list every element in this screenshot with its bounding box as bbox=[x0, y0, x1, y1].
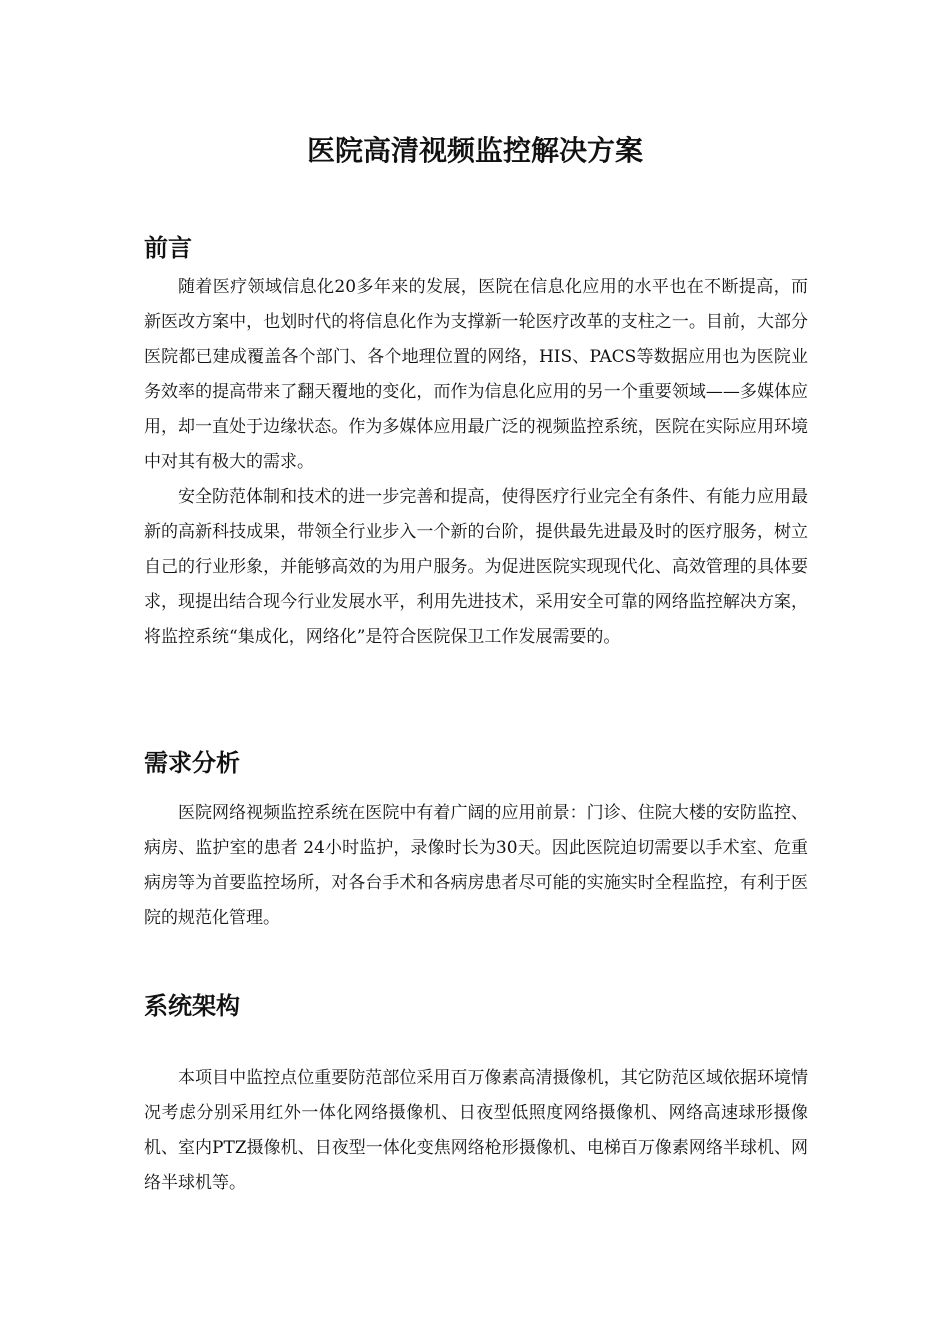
architecture-paragraph: 本项目中监控点位重要防范部位采用百万像素高清摄像机，其它防范区域依据环境情况考虑分别采用红外一体化网络摄像机、日夜型低照度网络摄像机、网络高速球形摄像机、室内PTZ摄像机、日夜型一体化变焦网络枪形摄像机、电梯百万像素网络半球机、网络半球机等。 bbox=[144, 1068, 808, 1193]
requirements-paragraph: 医院网络视频监控系统在医院中有着广阔的应用前景：门诊、住院大楼的安防监控、病房、监护室的患者 24小时监护，录像时长为30天。因此医院迫切需要以手术室、危重病房等为首要监控场所，对各台手术和各病房患者尽可能的实施实时全程监控，有利于医院的规范化管理。 bbox=[144, 803, 808, 928]
preface-paragraph-1: 随着医疗领域信息化20多年来的发展，医院在信息化应用的水平也在不断提高，而新医改方案中，也划时代的将信息化作为支撑新一轮医疗改革的支柱之一。目前，大部分医院都已建成覆盖各个部门、各个地理位置的网络，HIS、PACS等数据应用也为医院业务效率的提高带来了翻天覆地的变化，而作为信息化应用的另一个重要领域——多媒体应用，却一直处于边缘状态。作为多媒体应用最广泛的视频监控系统，医院在实际应用环境中对其有极大的需求。 bbox=[144, 277, 808, 472]
document-title: 医院高清视频监控解决方案 bbox=[306, 134, 643, 167]
section-preface bbox=[144, 230, 808, 655]
section-heading-requirements: 需求分析 bbox=[144, 749, 240, 777]
section-requirements-analysis bbox=[144, 745, 808, 936]
section-heading-architecture: 系统架构 bbox=[144, 992, 240, 1020]
preface-paragraph-2: 安全防范体制和技术的进一步完善和提高，使得医疗行业完全有条件、有能力应用最新的高新科技成果，带领全行业步入一个新的台阶，提供最先进最及时的医疗服务，树立自己的行业形象，并能够高效的为用户服务。为促进医院实现现代化、高效管理的具体要求，现提出结合现今行业发展水平，利用先进技术，采用安全可靠的网络监控解决方案，将监控系统“集成化，网络化”是符合医院保卫工作发展需要的。 bbox=[144, 487, 808, 647]
section-system-architecture bbox=[144, 988, 808, 1201]
section-heading-preface: 前言 bbox=[144, 234, 192, 262]
